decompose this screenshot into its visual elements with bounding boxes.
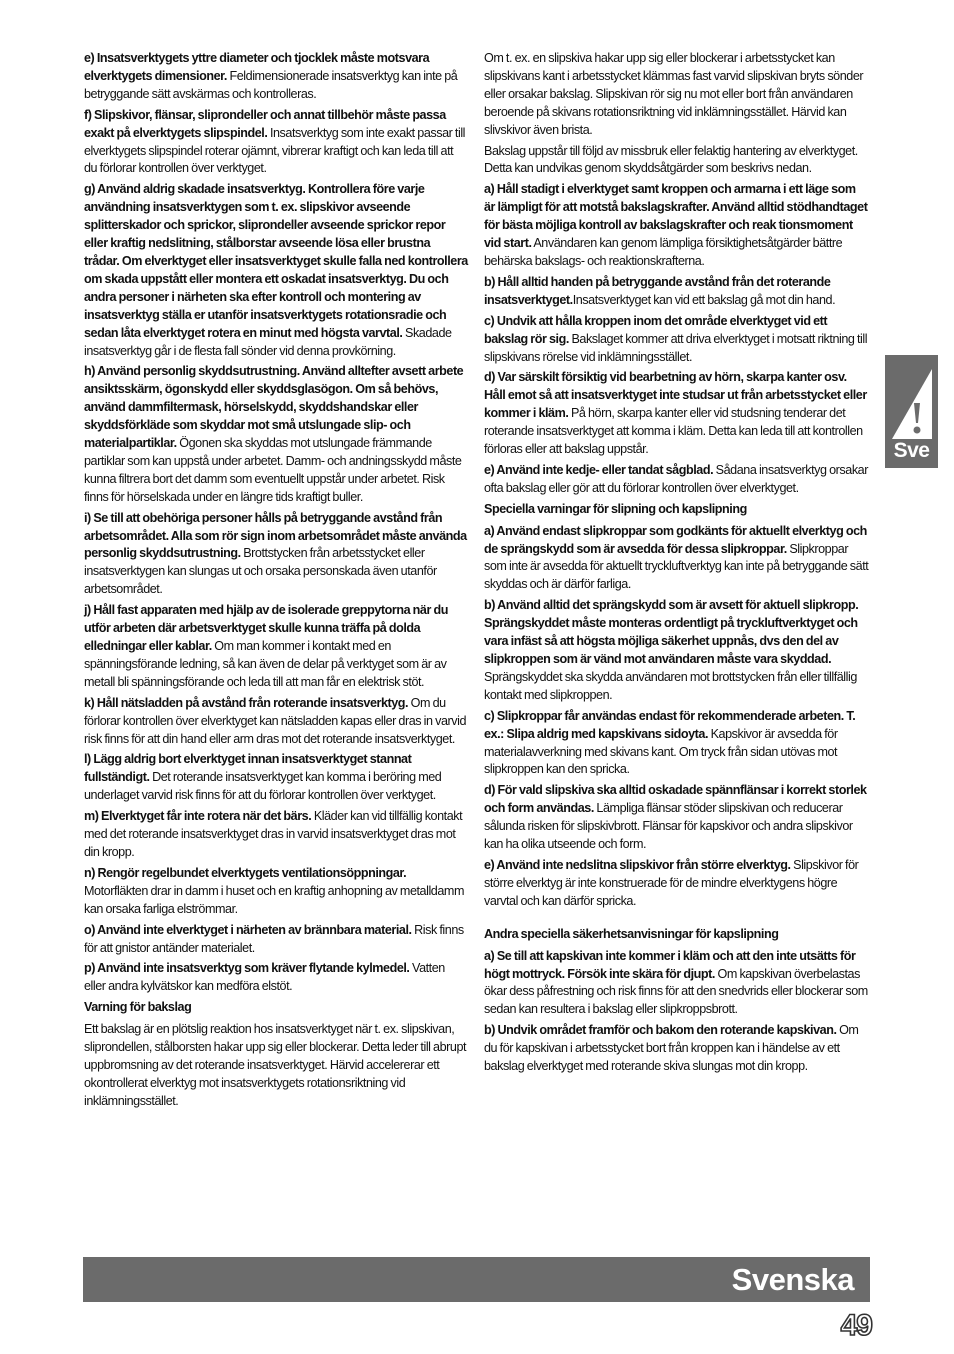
- paragraph: [84, 960, 468, 996]
- paragraph: [484, 708, 869, 780]
- paragraph-text: Ögonen ska skyddas mot utslungade främmande partiklar som kan uppstå under arbetet. Damm- och andningsskydd måste kunna filtrera bort det damm som eventuellt uppstår under arbetet. Risk finns för hörselskada under en längre tids kraftigt buller.: [84, 436, 462, 504]
- paragraph-text: Bakslag uppstår till följd av missbruk eller felaktig hantering av elverktyget. Detta kan undvikas genom skyddsåtgärder som beskrivs nedan.: [484, 143, 858, 176]
- section-heading: Varning för bakslag: [84, 1000, 192, 1015]
- paragraph-lead: p) Använd inte insatsverktyg som kräver flytande kylmedel.: [84, 961, 410, 976]
- paragraph-lead: k) Håll nätsladden på avstånd från roterande insatsverktyg.: [84, 695, 409, 710]
- left-column: [84, 50, 468, 1114]
- paragraph: [84, 922, 468, 958]
- paragraph-lead: b) Undvik området framför och bakom den roterande kapskivan.: [484, 1023, 837, 1038]
- paragraph: [84, 181, 468, 360]
- paragraph-text: Vatten eller andra kylvätskor kan medföra elstöt.: [84, 961, 445, 994]
- paragraph: [84, 1021, 468, 1111]
- paragraph-text: På hörn, skarpa kanter eller vid studsning tenderar det roterande insatsverktyget att komma i kläm. Detta kan leda till att kontrollen förloras eller att bakslag uppstår.: [484, 406, 863, 457]
- section-gap: [484, 914, 869, 926]
- paragraph-text: Feldimensionerade insatsverktyg kan inte på betryggande sätt avskärmas och kontrolleras.: [84, 68, 458, 101]
- paragraph-lead: c) Slipkroppar får användas endast för rekommenderade arbeten. T. ex.: Slipa aldrig med kapskivans sidoyta.: [484, 708, 856, 741]
- paragraph-text: Kapskivor är avsedda för materialavverkning med skivans kant. Om tryck från sidan utövas mot slipkroppen kan den spricka.: [484, 726, 838, 777]
- paragraph: [484, 50, 869, 140]
- paragraph: [84, 751, 468, 805]
- paragraph: [84, 510, 468, 600]
- paragraph-lead: e) Använd inte nedslitna slipskivor från större elverktyg.: [484, 857, 791, 872]
- page-number: 49: [840, 1309, 872, 1342]
- paragraph-lead: a) Se till att kapskivan inte kommer i kläm och att den inte utsätts för högt mottryck. Försök inte skära för djupt.: [484, 948, 856, 981]
- paragraph: [84, 865, 468, 919]
- paragraph: [484, 181, 869, 271]
- paragraph-lead: o) Använd inte elverktyget i närheten av brännbara material.: [84, 922, 412, 937]
- paragraph-lead: g) Använd aldrig skadade insatsverktyg. Kontrollera före varje användning insatsverktygen som t. ex. slipskivor avseende splitterskador och sprickor, sliprondeller avseende sprickor repor eller kraftig nedslitning, stålborstar avseende lösa eller brustna trådar. Om elverktyget eller insatsverktyget skulle falla ned kontrollera om skada uppstått eller montera ett oskadat insatsverktyg. Du och andra personer i närheten ska efter kontroll och montering av insatsverktyg ställa er utanför insatsverktygets rotationsradie och sedan låta elverktyget rotera en minut med högsta varvtal.: [84, 182, 468, 340]
- paragraph-text: Om du förlorar kontrollen över elverktyget kan nätsladden kapas eller dras in varvid risk finns för att din hand eller arm dras mot det roterande insatsverktyget.: [84, 695, 467, 746]
- paragraph: [84, 363, 468, 506]
- paragraph-text: Skadade insatsverktyg går i de flesta fall sönder vid denna provkörning.: [84, 325, 452, 358]
- paragraph-text: Insatsverktyget kan vid ett bakslag gå mot din hand.: [572, 292, 836, 307]
- paragraph: [84, 695, 468, 749]
- paragraph-text: Användaren kan genom lämpliga försiktighetsåtgärder bättre behärska bakslags- och reaktionskrafterna.: [484, 236, 843, 268]
- paragraph-lead: a) Håll stadigt i elverktyget samt kroppen och armarna i ett läge som är lämpligt för att motstå bakslagskrafter. Använd alltid stödhandtaget för bästa möjliga kontroll av bakslagskrafter och reak tionsmoment vid start.: [484, 182, 868, 251]
- paragraph-text: Sprängskyddet ska skydda användaren mot brottstycken från eller tillfällig kontakt med slipkroppen.: [484, 669, 857, 702]
- paragraph-lead: a) Använd endast slipkroppar som godkänts för aktuellt elverktyg och de sprängskydd som är avsedda för dessa slipkroppar.: [484, 523, 867, 556]
- paragraph-lead: f) Slipskivor, flänsar, sliprondeller och annat tillbehör måste passa exakt på elverktygets slipspindel.: [84, 107, 446, 140]
- paragraph: [484, 523, 869, 595]
- footer-language-title: Svenska: [731, 1262, 854, 1297]
- paragraph-text: Motorfläkten drar in damm i huset och en kraftig anhopning av metalldamm kan orsaka farliga elströmmar.: [84, 883, 464, 916]
- paragraph-text: Det roterande insatsverktyget kan komma i beröring med underlaget varvid risk finns för att du förlorar kontrollen över verktyget.: [84, 770, 442, 803]
- paragraph-text: Kläder kan vid tillfällig kontakt med det roterande insatsverktyget dras in varvid insatsverktyget dras mot din kropp.: [84, 809, 463, 859]
- paragraph-text: Om du för kapskivan i arbetsstycket bort från kroppen kan i händelse av ett bakslag elverktyget med roterande skiva slungas mot din kropp.: [484, 1023, 859, 1074]
- paragraph-text: Ett bakslag är en plötslig reaktion hos insatsverktyget när t. ex. slipskivan, sliprondellen, stålborsten hakar upp sig eller blockerar. Detta leder till abrupt uppbromsning av det roterande insatsverktyget. Härvid accelererar ett okontrollerat elverktyg mot insatsverktygets rotationsriktning vid inklämningsstället.: [84, 1022, 467, 1108]
- paragraph-lead: b) Använd alltid det sprängskydd som är avsett för aktuell slipkropp. Sprängskyddet måste monteras ordentligt på tryckluftverktyget och vara infäst så att högsta möjliga säkerhet uppnås, dvs den del av slipkroppen som är vänd mot användaren måste vara skyddad.: [484, 598, 859, 666]
- paragraph-text: Slipkroppar som inte är avsedda för aktuellt tryckluftverktyg kan inte på betryggande sätt skyddas och är därför farliga.: [484, 541, 869, 592]
- paragraph: [484, 857, 869, 911]
- paragraph: [84, 107, 468, 179]
- right-column: [484, 50, 869, 1079]
- paragraph-lead: l) Lägg aldrig bort elverktyget innan insatsverktyget stannat fullständigt.: [84, 752, 412, 785]
- paragraph-text: Risk finns för att gnistor antänder materialet.: [84, 922, 464, 955]
- language-side-tab: [885, 355, 938, 468]
- warning-exclamation-icon: [888, 361, 936, 443]
- paragraph: [84, 50, 468, 104]
- paragraph-text: Om kapskivan överbelastas ökar dess påfrestning och risk finns för att den snedvrids eller blockerar som sedan kan resultera i bakslag eller slipkroppsbrott.: [484, 966, 868, 1017]
- paragraph-lead: b) Håll alltid handen på betryggande avstånd från det roterande insatsverktyget.: [484, 274, 831, 307]
- paragraph-lead: e) Insatsverktygets yttre diameter och tjocklek måste motsvara elverktygets dimensioner.: [84, 51, 430, 83]
- paragraph-text: Brottstycken från arbetsstycket eller insatsverktygen kan slungas ut och orsaka personskada även utanför arbetsområdet.: [84, 546, 437, 597]
- paragraph: [484, 369, 869, 459]
- paragraph-text: Om man kommer i kontakt med en spänningsförande ledning, så kan även de delar på verktyget som är av metall bli spänningsförande och leda till att man får en elektrisk stöt.: [84, 639, 447, 689]
- section-heading: Speciella varningar för slipning och kapslipning: [484, 501, 747, 516]
- paragraph-lead: j) Håll fast apparaten med hjälp av de isolerade greppytorna när du utför arbeten där arbetsverktyget skulle kunna träffa på dolda elledningar eller kablar.: [84, 603, 448, 653]
- footer-language-bar: [83, 1257, 870, 1302]
- paragraph: [484, 782, 869, 854]
- paragraph: [484, 143, 869, 179]
- paragraph-lead: c) Undvik att hålla kroppen inom det område elverktyget vid ett bakslag rör sig.: [484, 313, 828, 346]
- paragraph: [84, 808, 468, 862]
- paragraph-lead: d) Var särskilt försiktig vid bearbetning av hörn, skarpa kanter osv. Håll emot så att insatsverktyget inte studsar ut från arbetsstycket eller kommer i kläm.: [484, 370, 867, 421]
- paragraph-text: Slipskivor för större elverktyg är inte konstruerade för de mindre elverktygens högre varvtal och kan därför spricka.: [484, 857, 859, 908]
- paragraph-text: Bakslaget kommer att driva elverktyget i motsatt riktning till slipskivans rörelse vid inklämningsstället.: [484, 331, 868, 364]
- paragraph: [84, 602, 468, 692]
- paragraph: [484, 313, 869, 367]
- section-heading: Andra speciella säkerhetsanvisningar för kapslipning: [484, 926, 779, 941]
- paragraph-lead: i) Se till att obehöriga personer hålls på betryggande avstånd från arbetsområdet. Alla som rör sign inom arbetsområdet måste använda personlig skyddsutrustning.: [84, 510, 467, 561]
- paragraph: [484, 1022, 869, 1076]
- paragraph: [484, 274, 869, 310]
- paragraph-lead: e) Använd inte kedje- eller tandat sågblad.: [484, 462, 714, 477]
- paragraph-text: Om t. ex. en slipskiva hakar upp sig eller blockerar i arbetsstycket kan slipskivans kant i arbetsstycket klämmas fast varvid slipskivan bryts sönder eller orsakar bakslag. Slipskivan rör sig nu mot eller bort från användaren beroende på skivans rotationsriktning vid inklämningsstället. Härvid kan slivskivor även brista.: [484, 51, 864, 137]
- paragraph-lead: n) Rengör regelbundet elverktygets ventilationsöppningar.: [84, 865, 407, 880]
- paragraph: [484, 462, 869, 498]
- paragraph-lead: h) Använd personlig skyddsutrustning. Använd alltefter avsett arbete ansiktsskärm, ögonskydd eller skyddsglasögon. Om så behövs, använd dammfiltermask, hörselskydd, skyddshandskar eller skyddsförkläde som skyddar mot små utslungade slip- och materialpartiklar.: [84, 364, 464, 451]
- paragraph-lead: m) Elverktyget får inte rotera när det bärs.: [84, 809, 312, 824]
- paragraph-lead: d) För vald slipskiva ska alltid oskadade spännflänsar i korrekt storlek och form användas.: [484, 783, 867, 816]
- paragraph-text: Lämpliga flänsar stöder slipskivan och reducerar sålunda risken för slipskivbrott. Flänsar för kapskivor och andra slipskivor kan ha olika utseende och form.: [484, 801, 853, 852]
- paragraph-text: Sådana insatsverktyg orsakar ofta bakslag eller gör att du förlorar kontrollen över elverktyget.: [484, 462, 868, 495]
- paragraph: [484, 597, 869, 704]
- paragraph-text: Insatsverktyg som inte exakt passar till elverktygets slipspindel roterar ojämnt, vibrerar kraftigt och kan leda till att du förlorar kontrollen över verktyget.: [84, 125, 466, 176]
- side-tab-label: Sve: [893, 439, 930, 462]
- paragraph: [484, 948, 869, 1020]
